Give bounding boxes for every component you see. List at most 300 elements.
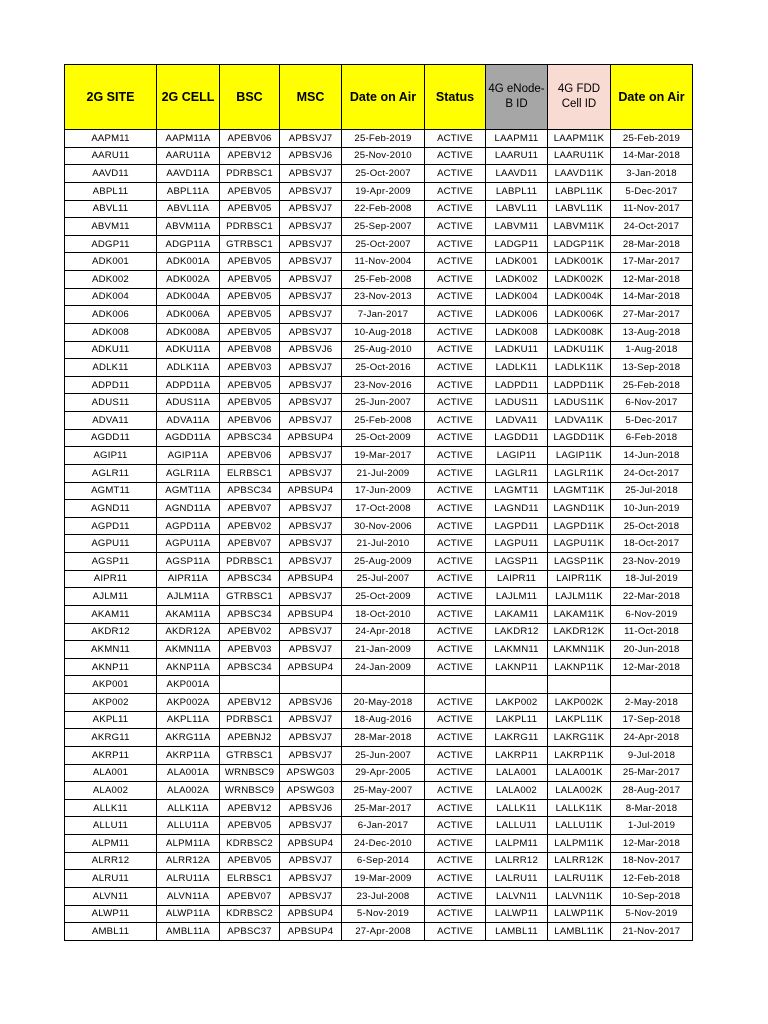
cell-site: ADUS11 <box>65 394 157 412</box>
cell-4g-date-on-air: 13-Aug-2018 <box>611 323 693 341</box>
cell-status: ACTIVE <box>425 870 486 888</box>
cell-msc: APBSUP4 <box>280 570 342 588</box>
cell-cell: ADK004A <box>157 288 220 306</box>
cell-cell: ADKU11A <box>157 341 220 359</box>
cell-msc <box>280 676 342 694</box>
cell-site: ABPL11 <box>65 182 157 200</box>
cell-4g-date-on-air: 25-Mar-2017 <box>611 764 693 782</box>
cell-status: ACTIVE <box>425 165 486 183</box>
cell-msc: APBSVJ7 <box>280 535 342 553</box>
cell-fdd-cell-id: LAKAM11K <box>548 605 611 623</box>
cell-status: ACTIVE <box>425 200 486 218</box>
cell-cell: ADK006A <box>157 306 220 324</box>
cell-site: ADK001 <box>65 253 157 271</box>
cell-cell: AGSP11A <box>157 553 220 571</box>
cell-4g-date-on-air: 27-Mar-2017 <box>611 306 693 324</box>
cell-site: AKRG11 <box>65 729 157 747</box>
cell-enodeb-id: LALPM11 <box>486 835 548 853</box>
cell-site: AGPU11 <box>65 535 157 553</box>
cell-cell: AGPU11A <box>157 535 220 553</box>
cell-status: ACTIVE <box>425 394 486 412</box>
cell-date-on-air: 5-Nov-2019 <box>342 905 425 923</box>
cell-bsc: APEBV05 <box>220 394 280 412</box>
cell-bsc: APEBV02 <box>220 623 280 641</box>
cell-enodeb-id: LALLU11 <box>486 817 548 835</box>
cell-site: AIPR11 <box>65 570 157 588</box>
cell-status: ACTIVE <box>425 923 486 941</box>
cell-enodeb-id: LAKDR12 <box>486 623 548 641</box>
cell-enodeb-id: LADUS11 <box>486 394 548 412</box>
cell-bsc: APEBV12 <box>220 799 280 817</box>
cell-bsc: APEBV05 <box>220 817 280 835</box>
cell-bsc: APEBV06 <box>220 130 280 148</box>
cell-4g-date-on-air: 17-Mar-2017 <box>611 253 693 271</box>
table-row <box>65 323 693 341</box>
cell-date-on-air: 25-Oct-2009 <box>342 429 425 447</box>
cell-msc: APBSUP4 <box>280 923 342 941</box>
table-row <box>65 658 693 676</box>
cell-fdd-cell-id: LAAPM11K <box>548 130 611 148</box>
cell-date-on-air: 29-Apr-2005 <box>342 764 425 782</box>
cell-cell: AAPM11A <box>157 130 220 148</box>
cell-cell: AKRP11A <box>157 746 220 764</box>
cell-cell: ABPL11A <box>157 182 220 200</box>
cell-msc: APBSVJ7 <box>280 394 342 412</box>
cell-enodeb-id: LAAVD11 <box>486 165 548 183</box>
cell-msc: APBSVJ7 <box>280 165 342 183</box>
cell-bsc: PDRBSC1 <box>220 165 280 183</box>
cell-fdd-cell-id: LALWP11K <box>548 905 611 923</box>
cell-status: ACTIVE <box>425 852 486 870</box>
cell-fdd-cell-id: LAJLM11K <box>548 588 611 606</box>
cell-date-on-air: 23-Nov-2016 <box>342 376 425 394</box>
cell-cell: ALLU11A <box>157 817 220 835</box>
cell-status: ACTIVE <box>425 306 486 324</box>
cell-cell: ABVL11A <box>157 200 220 218</box>
cell-fdd-cell-id: LAKRG11K <box>548 729 611 747</box>
cell-site: AKP001 <box>65 676 157 694</box>
cell-date-on-air: 25-Oct-2007 <box>342 165 425 183</box>
cell-bsc: APEBNJ2 <box>220 729 280 747</box>
table-row <box>65 905 693 923</box>
header-status: Status <box>425 65 486 130</box>
cell-bsc: APEBV05 <box>220 182 280 200</box>
cell-msc: APBSVJ7 <box>280 517 342 535</box>
cell-enodeb-id: LAGLR11 <box>486 464 548 482</box>
cell-cell: ADGP11A <box>157 235 220 253</box>
cell-4g-date-on-air <box>611 676 693 694</box>
cell-enodeb-id: LAGSP11 <box>486 553 548 571</box>
cell-site: AGDD11 <box>65 429 157 447</box>
cell-msc: APBSVJ7 <box>280 235 342 253</box>
cell-fdd-cell-id: LAARU11K <box>548 147 611 165</box>
cell-cell: ALA001A <box>157 764 220 782</box>
cell-status: ACTIVE <box>425 429 486 447</box>
cell-enodeb-id: LAGPD11 <box>486 517 548 535</box>
cell-status: ACTIVE <box>425 729 486 747</box>
cell-fdd-cell-id: LADVA11K <box>548 412 611 430</box>
cell-fdd-cell-id: LABVL11K <box>548 200 611 218</box>
cell-date-on-air: 21-Jul-2010 <box>342 535 425 553</box>
cell-fdd-cell-id: LADK004K <box>548 288 611 306</box>
cell-enodeb-id: LAARU11 <box>486 147 548 165</box>
cell-fdd-cell-id: LAKNP11K <box>548 658 611 676</box>
cell-cell: AGDD11A <box>157 429 220 447</box>
cell-site: AGND11 <box>65 500 157 518</box>
cell-msc: APBSVJ7 <box>280 553 342 571</box>
cell-bsc: APBSC37 <box>220 923 280 941</box>
cell-msc: APBSVJ7 <box>280 447 342 465</box>
cell-status: ACTIVE <box>425 799 486 817</box>
cell-cell: AKP001A <box>157 676 220 694</box>
cell-site: ALWP11 <box>65 905 157 923</box>
cell-cell: AKP002A <box>157 694 220 712</box>
cell-msc: APBSVJ7 <box>280 271 342 289</box>
cell-site: AKNP11 <box>65 658 157 676</box>
cell-cell: ALLK11A <box>157 799 220 817</box>
cell-site: AKMN11 <box>65 641 157 659</box>
cell-date-on-air: 24-Dec-2010 <box>342 835 425 853</box>
cell-enodeb-id: LABVL11 <box>486 200 548 218</box>
cell-msc: APBSVJ7 <box>280 323 342 341</box>
cell-status: ACTIVE <box>425 658 486 676</box>
cell-date-on-air: 25-Feb-2008 <box>342 271 425 289</box>
cell-msc: APBSVJ7 <box>280 464 342 482</box>
cell-date-on-air: 18-Aug-2016 <box>342 711 425 729</box>
cell-fdd-cell-id: LADPD11K <box>548 376 611 394</box>
cell-fdd-cell-id: LADLK11K <box>548 359 611 377</box>
cell-status: ACTIVE <box>425 764 486 782</box>
cell-cell: AKRG11A <box>157 729 220 747</box>
table-row <box>65 288 693 306</box>
cell-status: ACTIVE <box>425 588 486 606</box>
cell-site: AGPD11 <box>65 517 157 535</box>
cell-date-on-air: 19-Mar-2009 <box>342 870 425 888</box>
cell-msc: APBSUP4 <box>280 482 342 500</box>
cell-4g-date-on-air: 10-Jun-2019 <box>611 500 693 518</box>
table-row <box>65 218 693 236</box>
cell-cell: AKDR12A <box>157 623 220 641</box>
header-2g-site: 2G SITE <box>65 65 157 130</box>
cell-fdd-cell-id: LAIPR11K <box>548 570 611 588</box>
cell-4g-date-on-air: 25-Feb-2018 <box>611 376 693 394</box>
cell-bsc: GTRBSC1 <box>220 588 280 606</box>
cell-site: ADK004 <box>65 288 157 306</box>
cell-4g-date-on-air: 10-Sep-2018 <box>611 887 693 905</box>
cell-status: ACTIVE <box>425 271 486 289</box>
cell-msc: APBSVJ7 <box>280 641 342 659</box>
table-row <box>65 694 693 712</box>
cell-fdd-cell-id: LALVN11K <box>548 887 611 905</box>
cell-4g-date-on-air: 5-Dec-2017 <box>611 412 693 430</box>
cell-status: ACTIVE <box>425 694 486 712</box>
cell-date-on-air: 25-Sep-2007 <box>342 218 425 236</box>
cell-date-on-air: 21-Jul-2009 <box>342 464 425 482</box>
cell-cell: AGND11A <box>157 500 220 518</box>
cell-bsc: GTRBSC1 <box>220 746 280 764</box>
cell-bsc: APBSC34 <box>220 605 280 623</box>
cell-msc: APBSVJ7 <box>280 711 342 729</box>
cell-date-on-air: 27-Apr-2008 <box>342 923 425 941</box>
cell-4g-date-on-air: 21-Nov-2017 <box>611 923 693 941</box>
cell-bsc: WRNBSC9 <box>220 782 280 800</box>
cell-site: AMBL11 <box>65 923 157 941</box>
table-row <box>65 253 693 271</box>
cell-4g-date-on-air: 14-Mar-2018 <box>611 288 693 306</box>
cell-cell: ADK001A <box>157 253 220 271</box>
cell-fdd-cell-id: LAGMT11K <box>548 482 611 500</box>
cell-status: ACTIVE <box>425 235 486 253</box>
cell-bsc <box>220 676 280 694</box>
cell-cell: AGIP11A <box>157 447 220 465</box>
table-row <box>65 500 693 518</box>
header-2g-cell: 2G CELL <box>157 65 220 130</box>
cell-fdd-cell-id: LAKRP11K <box>548 746 611 764</box>
cell-fdd-cell-id: LAGLR11K <box>548 464 611 482</box>
cell-enodeb-id: LALA001 <box>486 764 548 782</box>
cell-cell: AGPD11A <box>157 517 220 535</box>
table-row <box>65 359 693 377</box>
table-row <box>65 764 693 782</box>
table-row <box>65 447 693 465</box>
cell-4g-date-on-air: 24-Apr-2018 <box>611 729 693 747</box>
cell-date-on-air: 23-Jul-2008 <box>342 887 425 905</box>
table-row <box>65 165 693 183</box>
cell-site: AGMT11 <box>65 482 157 500</box>
cell-cell: AARU11A <box>157 147 220 165</box>
cell-bsc: APEBV05 <box>220 288 280 306</box>
cell-fdd-cell-id: LALRR12K <box>548 852 611 870</box>
cell-msc: APBSVJ7 <box>280 306 342 324</box>
cell-enodeb-id: LADK006 <box>486 306 548 324</box>
cell-site: AAVD11 <box>65 165 157 183</box>
cell-date-on-air: 25-Nov-2010 <box>342 147 425 165</box>
cell-bsc: APEBV05 <box>220 271 280 289</box>
table-row <box>65 870 693 888</box>
cell-cell: ADK008A <box>157 323 220 341</box>
cell-bsc: APEBV02 <box>220 517 280 535</box>
cell-fdd-cell-id: LAAVD11K <box>548 165 611 183</box>
cell-4g-date-on-air: 24-Oct-2017 <box>611 218 693 236</box>
table-row <box>65 588 693 606</box>
cell-date-on-air: 25-Jul-2007 <box>342 570 425 588</box>
cell-msc: APBSVJ6 <box>280 799 342 817</box>
cell-enodeb-id: LADLK11 <box>486 359 548 377</box>
cell-enodeb-id: LADGP11 <box>486 235 548 253</box>
cell-date-on-air: 25-Oct-2007 <box>342 235 425 253</box>
cell-bsc: APEBV03 <box>220 359 280 377</box>
cell-date-on-air: 24-Apr-2018 <box>342 623 425 641</box>
header-4g-enodeb-id: 4G eNode-B ID <box>486 65 548 130</box>
cell-msc: APBSVJ7 <box>280 623 342 641</box>
cell-4g-date-on-air: 17-Sep-2018 <box>611 711 693 729</box>
cell-status: ACTIVE <box>425 746 486 764</box>
cell-4g-date-on-air: 14-Mar-2018 <box>611 147 693 165</box>
cell-date-on-air: 20-May-2018 <box>342 694 425 712</box>
cell-bsc: APEBV12 <box>220 694 280 712</box>
cell-msc: APBSVJ7 <box>280 253 342 271</box>
cell-date-on-air: 25-Jun-2007 <box>342 746 425 764</box>
cell-4g-date-on-air: 1-Aug-2018 <box>611 341 693 359</box>
cell-date-on-air: 19-Apr-2009 <box>342 182 425 200</box>
cell-bsc: GTRBSC1 <box>220 235 280 253</box>
cell-msc: APBSVJ6 <box>280 694 342 712</box>
cell-cell: AKMN11A <box>157 641 220 659</box>
table-row <box>65 729 693 747</box>
cell-4g-date-on-air: 14-Jun-2018 <box>611 447 693 465</box>
cell-site: ALPM11 <box>65 835 157 853</box>
table-row <box>65 271 693 289</box>
cell-msc: APBSVJ7 <box>280 852 342 870</box>
cell-4g-date-on-air: 28-Mar-2018 <box>611 235 693 253</box>
cell-4g-date-on-air: 6-Nov-2019 <box>611 605 693 623</box>
cell-4g-date-on-air: 24-Oct-2017 <box>611 464 693 482</box>
cell-4g-date-on-air: 1-Jul-2019 <box>611 817 693 835</box>
cell-site: ADK002 <box>65 271 157 289</box>
cell-msc: APBSUP4 <box>280 905 342 923</box>
cell-cell: ABVM11A <box>157 218 220 236</box>
cell-4g-date-on-air: 3-Jan-2018 <box>611 165 693 183</box>
cell-bsc: APEBV07 <box>220 500 280 518</box>
cell-status: ACTIVE <box>425 711 486 729</box>
cell-date-on-air: 21-Jan-2009 <box>342 641 425 659</box>
cell-status: ACTIVE <box>425 412 486 430</box>
cell-fdd-cell-id: LABVM11K <box>548 218 611 236</box>
table-row <box>65 200 693 218</box>
cell-4g-date-on-air: 25-Oct-2018 <box>611 517 693 535</box>
cell-4g-date-on-air: 22-Mar-2018 <box>611 588 693 606</box>
cell-4g-date-on-air: 25-Jul-2018 <box>611 482 693 500</box>
cell-status: ACTIVE <box>425 288 486 306</box>
cell-4g-date-on-air: 12-Mar-2018 <box>611 658 693 676</box>
cell-4g-date-on-air: 9-Jul-2018 <box>611 746 693 764</box>
cell-site: ALA001 <box>65 764 157 782</box>
cell-site: ABVM11 <box>65 218 157 236</box>
cell-site: ADK008 <box>65 323 157 341</box>
cell-fdd-cell-id: LAMBL11K <box>548 923 611 941</box>
cell-status: ACTIVE <box>425 182 486 200</box>
cell-4g-date-on-air: 2-May-2018 <box>611 694 693 712</box>
table-row <box>65 535 693 553</box>
cell-enodeb-id: LAKPL11 <box>486 711 548 729</box>
cell-enodeb-id: LABVM11 <box>486 218 548 236</box>
cell-enodeb-id: LAGIP11 <box>486 447 548 465</box>
cell-bsc: ELRBSC1 <box>220 464 280 482</box>
cell-enodeb-id: LADPD11 <box>486 376 548 394</box>
table-row <box>65 641 693 659</box>
cell-enodeb-id: LALRU11 <box>486 870 548 888</box>
cell-msc: APBSUP4 <box>280 658 342 676</box>
cell-cell: ADVA11A <box>157 412 220 430</box>
cell-site: ADLK11 <box>65 359 157 377</box>
cell-msc: APBSUP4 <box>280 605 342 623</box>
cell-4g-date-on-air: 23-Nov-2019 <box>611 553 693 571</box>
cell-4g-date-on-air: 12-Feb-2018 <box>611 870 693 888</box>
header-msc: MSC <box>280 65 342 130</box>
cell-bsc: APBSC34 <box>220 570 280 588</box>
cell-date-on-air: 30-Nov-2006 <box>342 517 425 535</box>
cell-enodeb-id: LAGND11 <box>486 500 548 518</box>
cell-status: ACTIVE <box>425 623 486 641</box>
cell-status <box>425 676 486 694</box>
cell-fdd-cell-id: LALPM11K <box>548 835 611 853</box>
table-row <box>65 835 693 853</box>
table-row <box>65 376 693 394</box>
cell-bsc: APEBV05 <box>220 852 280 870</box>
cell-cell: AKNP11A <box>157 658 220 676</box>
cell-cell: AGMT11A <box>157 482 220 500</box>
cell-enodeb-id: LABPL11 <box>486 182 548 200</box>
cell-bsc: APEBV08 <box>220 341 280 359</box>
table-row <box>65 235 693 253</box>
cell-status: ACTIVE <box>425 641 486 659</box>
site-table <box>64 64 693 941</box>
cell-site: ALRR12 <box>65 852 157 870</box>
cell-enodeb-id: LAKRP11 <box>486 746 548 764</box>
cell-date-on-air: 19-Mar-2017 <box>342 447 425 465</box>
cell-cell: AAVD11A <box>157 165 220 183</box>
cell-site: AKDR12 <box>65 623 157 641</box>
cell-date-on-air: 25-Feb-2019 <box>342 130 425 148</box>
table-row <box>65 711 693 729</box>
header-bsc: BSC <box>220 65 280 130</box>
cell-fdd-cell-id: LAGDD11K <box>548 429 611 447</box>
cell-status: ACTIVE <box>425 447 486 465</box>
cell-fdd-cell-id: LAGND11K <box>548 500 611 518</box>
cell-fdd-cell-id: LAKPL11K <box>548 711 611 729</box>
cell-site: AGLR11 <box>65 464 157 482</box>
cell-msc: APBSVJ7 <box>280 729 342 747</box>
cell-msc: APBSVJ7 <box>280 817 342 835</box>
cell-date-on-air: 7-Jan-2017 <box>342 306 425 324</box>
table-row <box>65 182 693 200</box>
table-row <box>65 429 693 447</box>
cell-status: ACTIVE <box>425 782 486 800</box>
cell-site: ADK006 <box>65 306 157 324</box>
cell-msc: APBSVJ7 <box>280 359 342 377</box>
cell-site: ALLK11 <box>65 799 157 817</box>
cell-enodeb-id: LAAPM11 <box>486 130 548 148</box>
cell-date-on-air: 22-Feb-2008 <box>342 200 425 218</box>
cell-bsc: ELRBSC1 <box>220 870 280 888</box>
header-4g-fdd-cell-id: 4G FDD Cell ID <box>548 65 611 130</box>
cell-cell: AKPL11A <box>157 711 220 729</box>
cell-status: ACTIVE <box>425 517 486 535</box>
cell-cell: AMBL11A <box>157 923 220 941</box>
cell-msc: APBSVJ7 <box>280 746 342 764</box>
cell-msc: APBSVJ6 <box>280 341 342 359</box>
cell-cell: AIPR11A <box>157 570 220 588</box>
cell-status: ACTIVE <box>425 464 486 482</box>
cell-bsc: PDRBSC1 <box>220 711 280 729</box>
cell-enodeb-id: LAGPU11 <box>486 535 548 553</box>
cell-date-on-air: 25-Mar-2017 <box>342 799 425 817</box>
cell-msc: APBSVJ7 <box>280 200 342 218</box>
cell-date-on-air: 18-Oct-2010 <box>342 605 425 623</box>
cell-4g-date-on-air: 8-Mar-2018 <box>611 799 693 817</box>
table-row <box>65 852 693 870</box>
cell-4g-date-on-air: 28-Aug-2017 <box>611 782 693 800</box>
cell-bsc: APEBV05 <box>220 376 280 394</box>
cell-cell: ALWP11A <box>157 905 220 923</box>
cell-enodeb-id: LAGMT11 <box>486 482 548 500</box>
cell-bsc: PDRBSC1 <box>220 218 280 236</box>
cell-msc: APBSVJ7 <box>280 412 342 430</box>
cell-enodeb-id: LAJLM11 <box>486 588 548 606</box>
cell-date-on-air: 6-Sep-2014 <box>342 852 425 870</box>
table-row <box>65 746 693 764</box>
cell-fdd-cell-id: LALA002K <box>548 782 611 800</box>
